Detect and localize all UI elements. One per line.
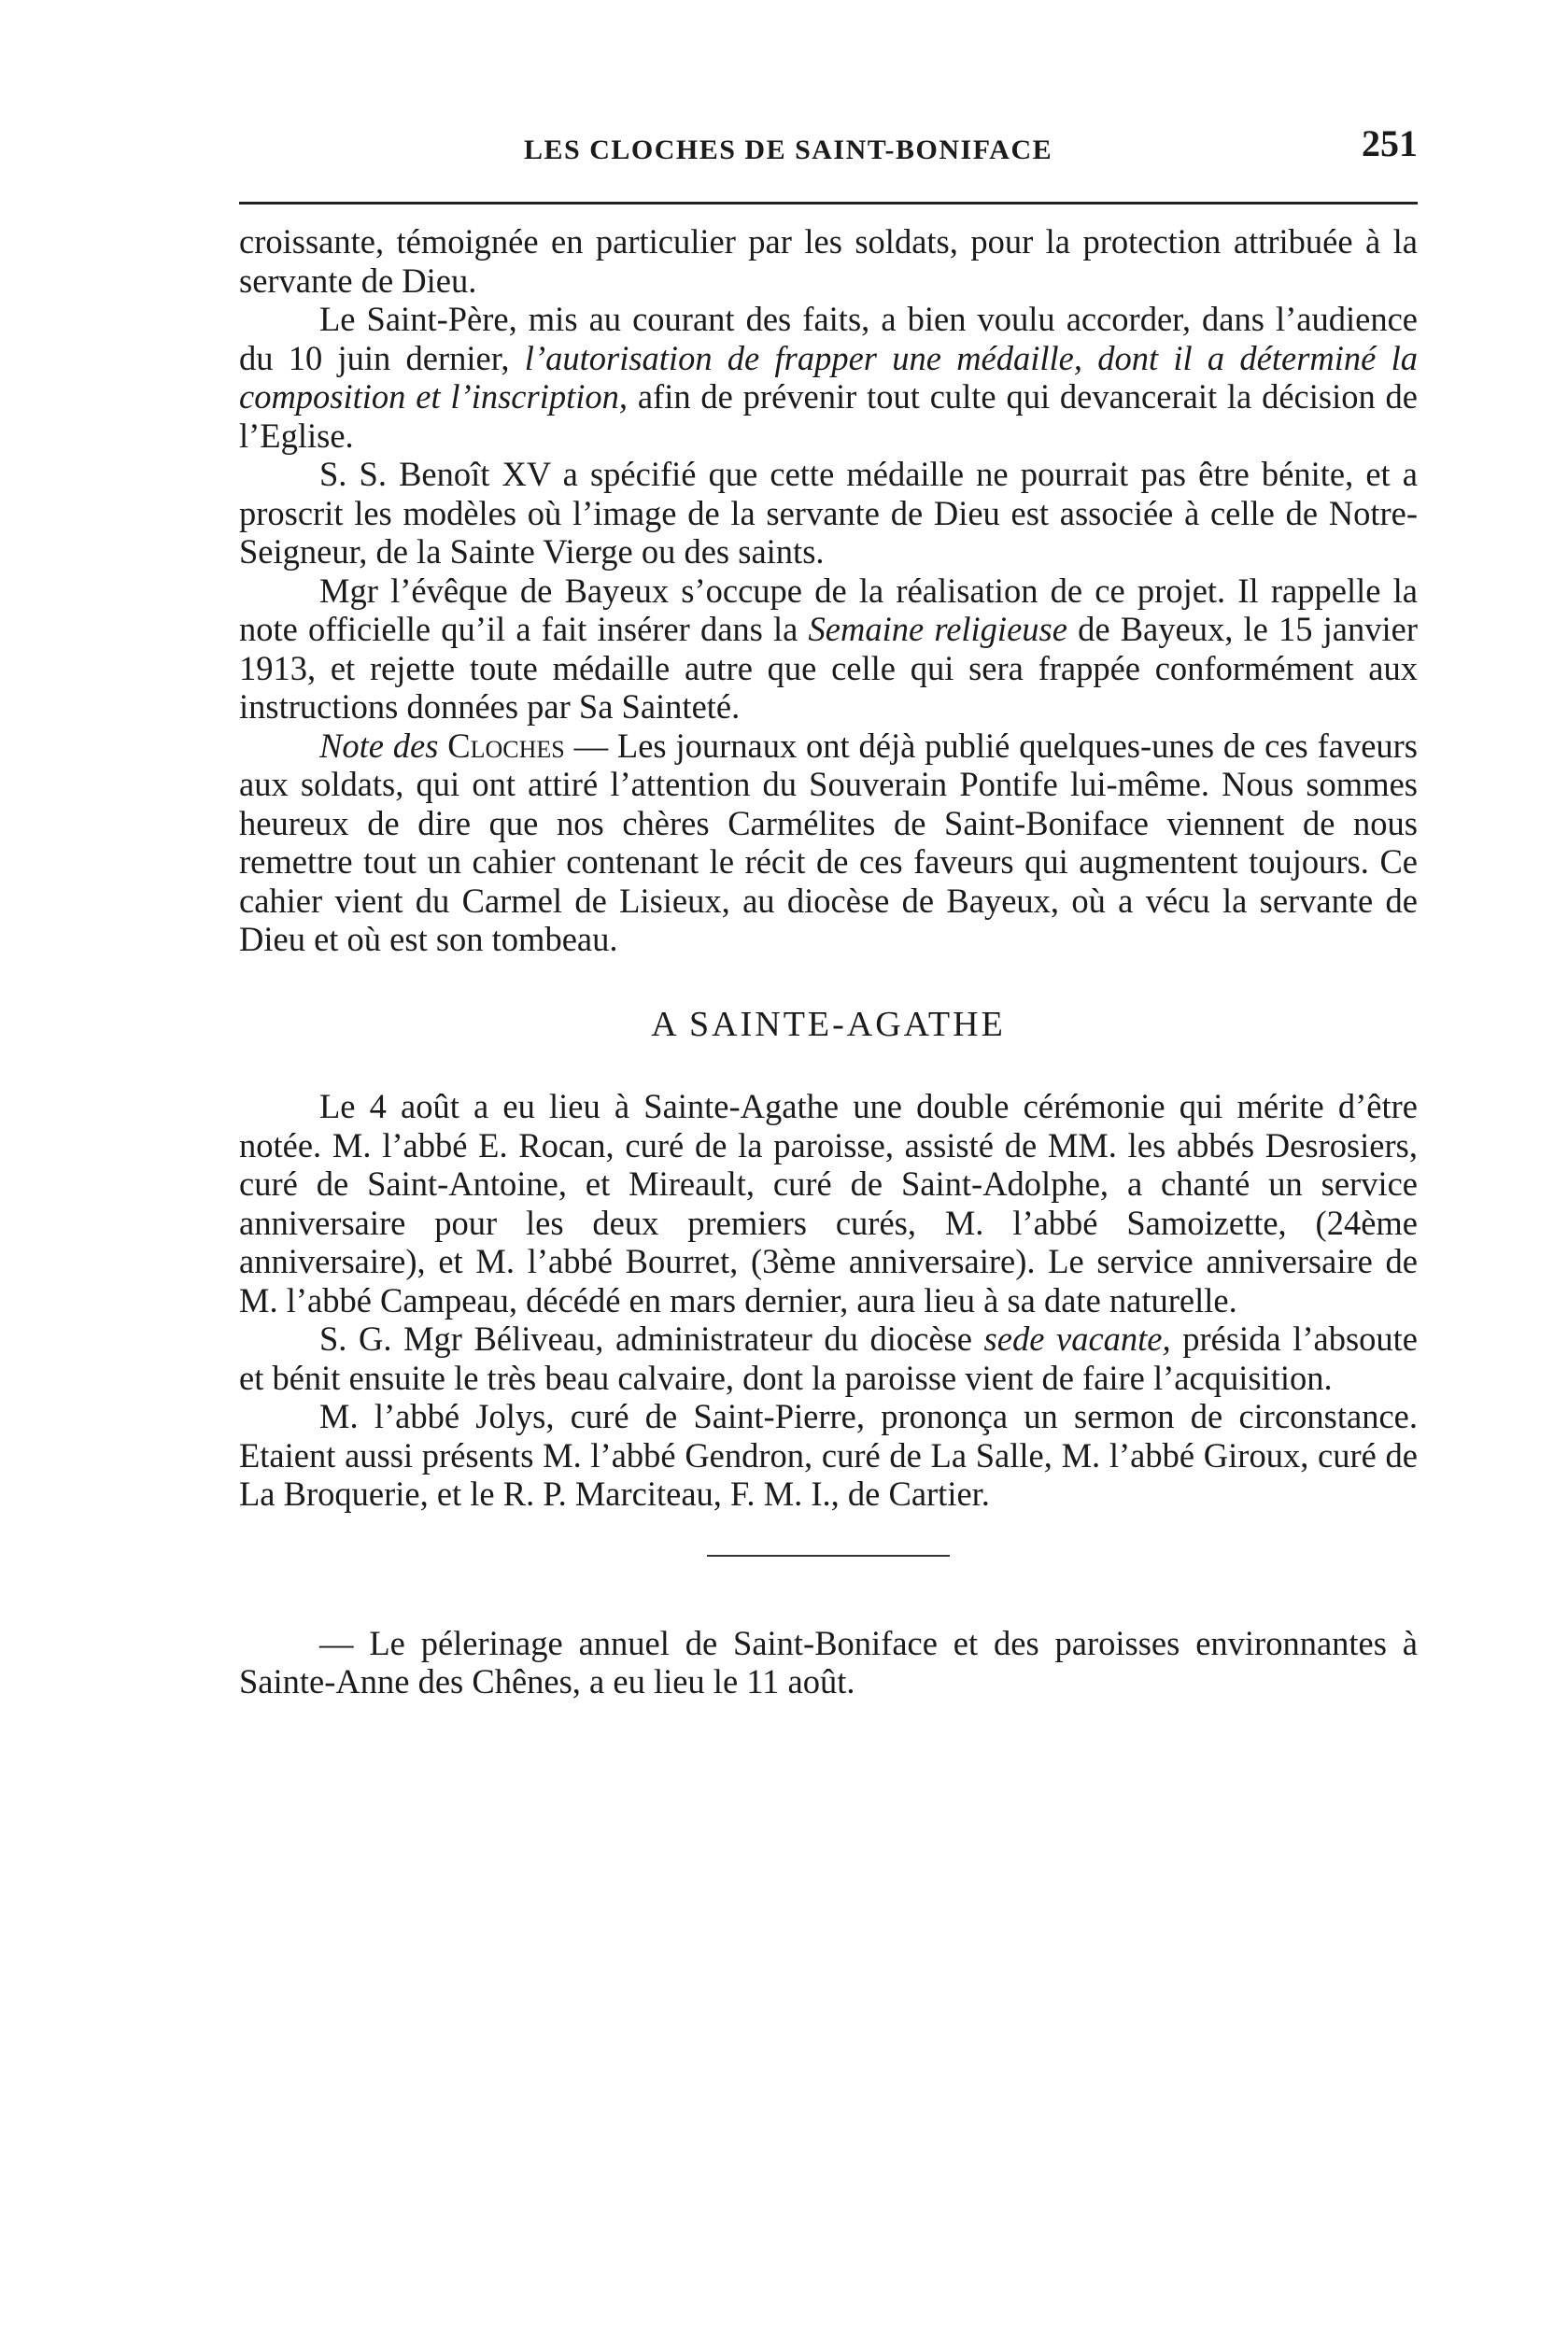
- article1-paragraph-4-text-a: Mgr l’évêque de Bayeux s’occupe de la réalisation de ce projet. Il rappelle la note officielle qu’il a fait insérer dans la: [239, 571, 1418, 648]
- article2-paragraph-1: Le 4 août a eu lieu à Sainte-Agathe une double cérémonie qui mérite d’être notée. M. l’abbé E. Rocan, curé de la paroisse, assisté de MM. les abbés Desrosiers, curé de Saint-Antoine, et Mireault, curé de Saint-Adolphe, a chanté un service anniversaire pour les deux premiers curés, M. l’abbé Samoizette, (24ème anniversaire), et M. l’abbé Bourret, (3ème anniversaire). Le service anniversaire de M. l’abbé Campeau, décédé en mars dernier, aura lieu à sa date naturelle.: [239, 1087, 1418, 1320]
- note-label-italic: Note des: [319, 726, 439, 765]
- article1-paragraph-4-italic: Semaine religieuse: [808, 610, 1067, 648]
- running-title: LES CLOCHES DE SAINT-BONIFACE: [524, 134, 1053, 165]
- running-head: [239, 121, 1418, 177]
- body-text: [239, 222, 1418, 1701]
- article1-paragraph-2: [239, 300, 1418, 455]
- note-text: — Les journaux ont déjà publié quelques-unes de ces faveurs aux soldats, qui ont attiré l’attention du Souverain Pontife lui-même. Nous sommes heureux de dire que nos chères Carmélites de Saint-Boniface viennent de nous remettre tout un cahier contenant le récit de ces faveurs qui augmentent toujours. Ce cahier vient du Carmel de Lisieux, au diocèse de Bayeux, où a vécu la servante de Dieu et où est son tombeau.: [239, 726, 1419, 958]
- article2-paragraph-2-text-a: S. G. Mgr Béliveau, administrateur du diocèse: [319, 1320, 984, 1358]
- notice-paragraph: — Le pélerinage annuel de Saint-Boniface et des paroisses environnantes à Sainte-Anne des Chênes, a eu lieu le 11 août.: [239, 1623, 1418, 1701]
- section-separator: [707, 1555, 950, 1557]
- note-label-smallcaps: Cloches: [447, 726, 565, 765]
- article1-paragraph-3: S. S. Benoît XV a spécifié que cette médaille ne pourrait pas être bénite, et a proscrit les modèles où l’image de la servante de Dieu est associée à celle de Notre-Seigneur, de la Sainte Vierge ou des saints.: [239, 455, 1418, 571]
- article1-paragraph-4-text-b: de Bayeux, le 15 janvier 1913, et rejette toute médaille autre que celle qui sera frappée conformément aux instructions données par Sa Sainteté.: [239, 610, 1418, 726]
- article2-paragraph-2-text-b: présida l’absoute et bénit ensuite le très beau calvaire, dont la paroisse vient de faire l’acquisition.: [239, 1320, 1419, 1397]
- article1-paragraph-2-text-a: Le Saint-Père, mis au courant des faits, a bien voulu accorder, dans l’audience du 10 juin dernier,: [239, 300, 1418, 377]
- article1-paragraph-2-italic: l’autorisation de frapper une médaille, dont il a déterminé la composition et l’inscription,: [239, 338, 1419, 416]
- article2-paragraph-2: [239, 1320, 1418, 1397]
- article1-paragraph-2-text-b: afin de prévenir tout culte qui devancerait la décision de l’Eglise.: [239, 377, 1418, 455]
- section-title: A SAINTE-AGATHE: [651, 1004, 1006, 1044]
- article1-note-paragraph: [239, 727, 1418, 959]
- article2-paragraph-2-italic: sede vacante,: [983, 1320, 1171, 1358]
- header-rule: [239, 202, 1418, 205]
- article2-paragraph-3: M. l’abbé Jolys, curé de Saint-Pierre, prononça un sermon de circonstance. Etaient aussi présents M. l’abbé Gendron, curé de La Salle, M. l’abbé Giroux, curé de La Broquerie, et le R. P. Marciteau, F. M. I., de Cartier.: [239, 1397, 1418, 1513]
- article1-paragraph-4: [239, 572, 1418, 727]
- page: [239, 121, 1419, 1701]
- article1-paragraph-1: croissante, témoignée en particulier par les soldats, pour la protection attribuée à la servante de Dieu.: [239, 222, 1418, 300]
- page-number: 251: [1362, 122, 1418, 164]
